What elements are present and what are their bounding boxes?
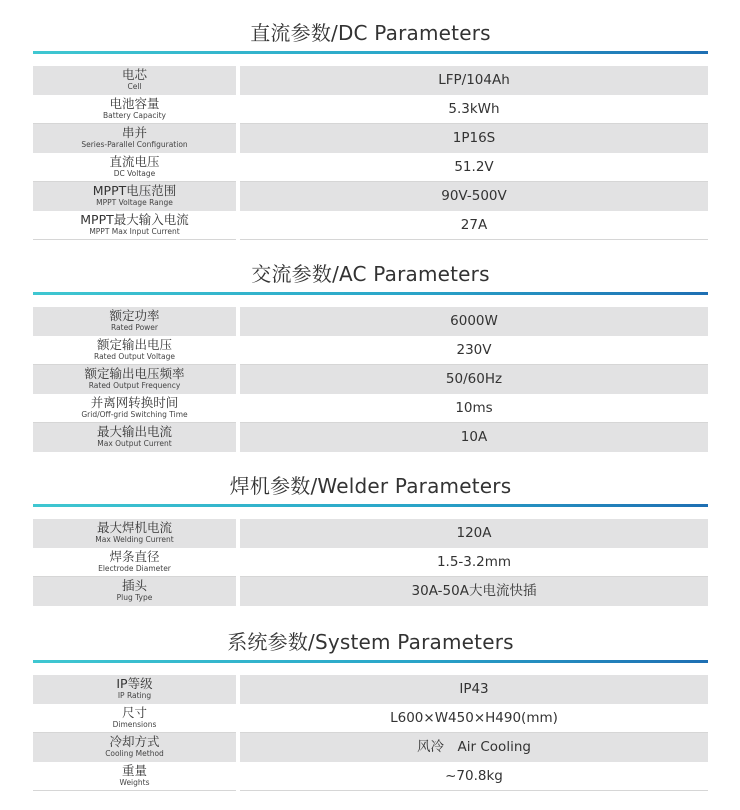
row-label — [33, 519, 236, 548]
parameter-table — [33, 519, 708, 606]
label-cn: 插头 — [121, 578, 147, 593]
title-rule — [33, 504, 708, 507]
label-en: Rated Output Frequency — [88, 381, 181, 390]
row-label — [33, 394, 236, 423]
label-cn: 焊条直径 — [109, 549, 160, 564]
row-value: 风冷 Air Cooling — [240, 733, 708, 762]
table-row — [33, 704, 708, 733]
row-value: 230V — [240, 336, 708, 365]
row-value: 5.3kWh — [240, 95, 708, 124]
table-row — [33, 211, 708, 240]
table-row — [33, 95, 708, 124]
label-cn: 额定功率 — [109, 308, 160, 323]
title-rule — [33, 660, 708, 663]
label-en: Rated Power — [110, 323, 159, 332]
label-en: Dimensions — [112, 720, 157, 729]
table-row — [33, 548, 708, 577]
row-label — [33, 336, 236, 365]
row-label — [33, 423, 236, 452]
row-value: 50/60Hz — [240, 365, 708, 394]
parameter-table — [33, 307, 708, 452]
table-row — [33, 307, 708, 336]
title-rule — [33, 51, 708, 54]
label-en: Cell — [127, 82, 142, 91]
row-label — [33, 733, 236, 762]
label-cn: 尺寸 — [121, 705, 147, 720]
section-title: 交流参数/AC Parameters — [251, 262, 490, 286]
label-en: Electrode Diameter — [98, 564, 171, 573]
label-en: Series-Parallel Configuration — [81, 140, 188, 149]
row-value: 51.2V — [240, 153, 708, 182]
row-label — [33, 365, 236, 394]
section-title: 焊机参数/Welder Parameters — [229, 474, 512, 498]
table-row — [33, 182, 708, 211]
title-rule — [33, 292, 708, 295]
row-label — [33, 182, 236, 211]
label-en: MPPT Max Input Current — [89, 227, 180, 236]
label-en: Cooling Method — [105, 749, 164, 758]
label-cn: 重量 — [121, 763, 147, 778]
parameter-table — [33, 675, 708, 791]
section-welder-parameters — [33, 473, 708, 606]
row-label — [33, 675, 236, 704]
row-value: IP43 — [240, 675, 708, 704]
label-cn: 冷却方式 — [109, 734, 160, 749]
table-row — [33, 519, 708, 548]
row-label — [33, 307, 236, 336]
row-label — [33, 66, 236, 95]
row-value: L600×W450×H490(mm) — [240, 704, 708, 733]
label-cn: 最大焊机电流 — [96, 520, 172, 535]
table-row — [33, 336, 708, 365]
row-value: 120A — [240, 519, 708, 548]
label-cn: 直流电压 — [109, 154, 160, 169]
parameter-table — [33, 66, 708, 240]
label-cn: IP等级 — [116, 676, 153, 691]
row-value: 1.5-3.2mm — [240, 548, 708, 577]
label-en: DC Voltage — [113, 169, 156, 178]
section-title: 系统参数/System Parameters — [227, 630, 514, 654]
table-row — [33, 153, 708, 182]
section-ac-parameters — [33, 261, 708, 452]
label-en: Battery Capacity — [103, 111, 166, 120]
row-value: ~70.8kg — [240, 762, 708, 791]
label-cn: 电芯 — [121, 67, 147, 82]
row-label — [33, 124, 236, 153]
row-label — [33, 95, 236, 124]
label-en: Rated Output Voltage — [94, 352, 175, 361]
label-cn: 串并 — [121, 125, 147, 140]
row-value: 10A — [240, 423, 708, 452]
label-cn: MPPT电压范围 — [92, 183, 177, 198]
row-value: LFP/104Ah — [240, 66, 708, 95]
row-value: 10ms — [240, 394, 708, 423]
label-en: IP Rating — [117, 691, 152, 700]
row-value: 90V-500V — [240, 182, 708, 211]
row-label — [33, 762, 236, 791]
section-title: 直流参数/DC Parameters — [250, 21, 491, 45]
label-cn: 电池容量 — [109, 96, 160, 111]
table-row — [33, 394, 708, 423]
table-row — [33, 365, 708, 394]
section-dc-parameters — [33, 20, 708, 240]
row-label — [33, 211, 236, 240]
table-row — [33, 577, 708, 606]
label-cn: 额定输出电压 — [96, 337, 172, 352]
row-label — [33, 548, 236, 577]
row-value: 1P16S — [240, 124, 708, 153]
label-cn: 最大输出电流 — [96, 424, 172, 439]
label-en: Plug Type — [116, 593, 153, 602]
label-en: Weights — [119, 778, 150, 787]
label-cn: MPPT最大输入电流 — [80, 212, 189, 227]
row-label — [33, 704, 236, 733]
label-en: MPPT Voltage Range — [96, 198, 173, 207]
table-row — [33, 675, 708, 704]
row-value: 30A-50A大电流快插 — [240, 577, 708, 606]
label-cn: 额定输出电压频率 — [84, 366, 185, 381]
label-en: Max Output Current — [97, 439, 172, 448]
row-value: 27A — [240, 211, 708, 240]
table-row — [33, 762, 708, 791]
label-cn: 并离网转换时间 — [90, 395, 179, 410]
section-system-parameters — [33, 629, 708, 791]
row-label — [33, 577, 236, 606]
table-row — [33, 124, 708, 153]
row-value: 6000W — [240, 307, 708, 336]
row-label — [33, 153, 236, 182]
label-en: Grid/Off-grid Switching Time — [81, 410, 188, 419]
table-row — [33, 733, 708, 762]
label-en: Max Welding Current — [95, 535, 174, 544]
table-row — [33, 423, 708, 452]
table-row — [33, 66, 708, 95]
